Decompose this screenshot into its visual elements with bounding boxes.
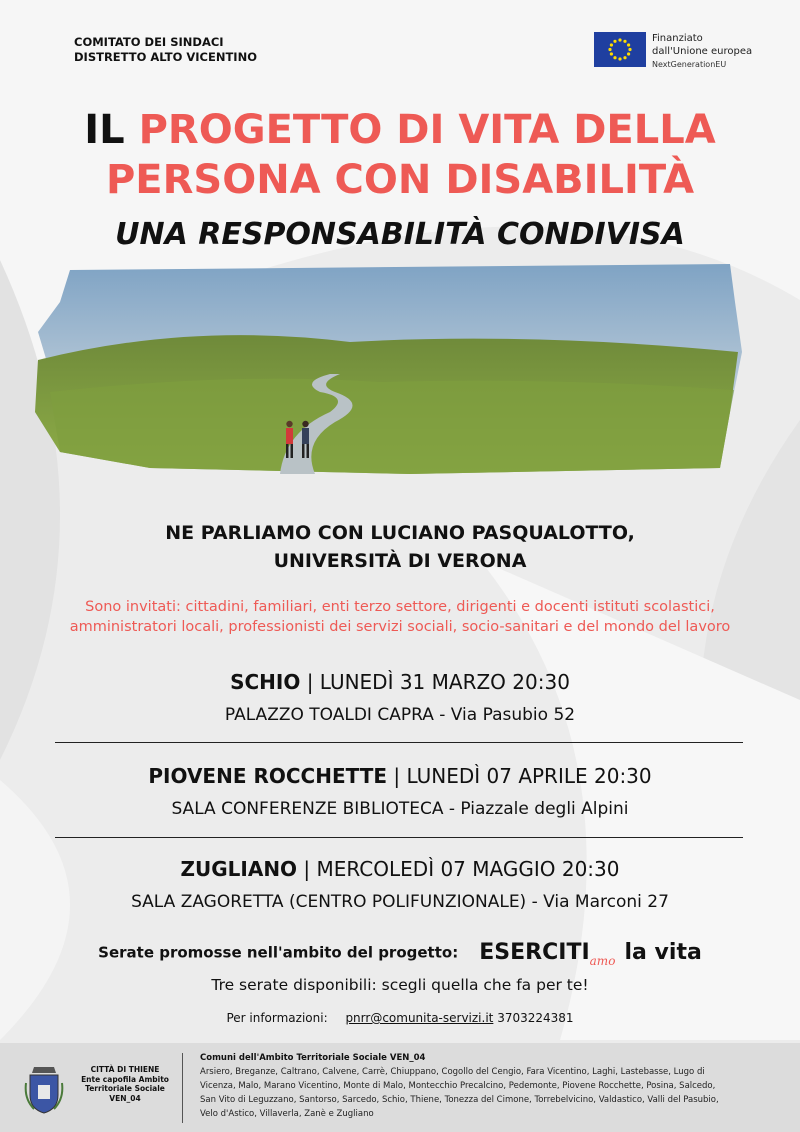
lead-city-role1: Ente capofila Ambito [81,1074,169,1084]
event-piovene-rocchette [0,762,800,822]
event-separator: | [297,857,317,881]
event-venue: SALA ZAGORETTA (CENTRO POLIFUNZIONALE) - Via Marconi 27 [131,892,669,912]
event-zugliano [0,855,800,915]
municipalities-title: Comuni dell'Ambito Territoriale Sociale VEN_04 [200,1053,426,1063]
municipalities-line3: San Vito di Leguzzano, Santorso, Sarcedo, Schio, Thiene, Tonezza del Cimone, Torrebelvicino, Valdastico, Valli del Pasubio, [200,1095,719,1105]
event-city: ZUGLIANO [180,857,298,881]
main-title-line1 [0,107,800,153]
organizer-line2: DISTRETTO ALTO VICENTINO [74,50,257,64]
lead-city-role2: Territoriale Sociale [85,1084,165,1093]
municipalities-line4: Velo d'Astico, Villaverla, Zanè e Zugliano [200,1109,374,1119]
footer [0,1043,800,1132]
contact-info [0,1011,800,1025]
event-divider [55,837,743,838]
project-logo-amo: amo [589,954,616,968]
event-divider [55,742,743,743]
project-promo [0,940,800,968]
event-datetime: LUNEDÌ 31 MARZO 20:30 [319,670,570,694]
invited-audience [0,597,800,637]
speaker-line1: NE PARLIAMO CON LUCIANO PASQUALOTTO, [165,522,635,544]
lead-city-info [74,1065,176,1103]
speaker-announcement [0,519,800,575]
landscape-image [30,262,742,474]
event-datetime: MERCOLEDÌ 07 MAGGIO 20:30 [316,857,620,881]
eu-funding-logo [594,32,752,71]
title-line1-rest: PROGETTO DI VITA DELLA [138,107,716,153]
speaker-line2: UNIVERSITÀ DI VERONA [273,550,527,572]
contact-email-link[interactable]: pnrr@comunita-servizi.it [345,1011,494,1025]
project-logo-part2: la vita [624,940,702,965]
organizer-name [74,35,257,65]
municipalities-line1: Arsiero, Breganze, Caltrano, Calvene, Carrè, Chiuppano, Cogollo del Cengio, Fara Vicentino, Laghi, Lastebasse, Lugo di [200,1067,705,1077]
organizer-line1: COMITATO DEI SINDACI [74,35,224,49]
event-city: SCHIO [230,670,301,694]
event-separator: | [300,670,320,694]
project-logo-part1: ESERCITI [479,940,590,965]
event-separator: | [387,764,407,788]
eu-flag-icon [594,32,646,67]
contact-phone: 3703224381 [497,1011,574,1025]
city-crest-icon [24,1063,64,1115]
lead-city-name: CITTÀ DI THIENE [90,1065,160,1074]
info-label: Per informazioni: [226,1011,328,1025]
eu-text-line1: Finanziato [652,33,703,44]
subtitle: UNA RESPONSABILITÀ CONDIVISA [115,217,685,252]
choose-evening-text: Tre serate disponibili: scegli quella che fa per te! [211,976,589,994]
municipalities-line2: Vicenza, Malo, Marano Vicentino, Monte di Malo, Montecchio Precalcino, Pedemonte, Piovene Rocchette, Posina, Salcedo, [200,1081,716,1091]
eu-text-line2: dall'Unione europea [652,46,753,57]
event-city: PIOVENE ROCCHETTE [148,764,388,788]
event-schio [0,668,800,728]
municipalities-list [200,1065,790,1121]
invited-line2: amministratori locali, professionisti dei servizi sociali, socio-sanitari e del mondo del lavoro [69,619,731,635]
invited-line1: Sono invitati: cittadini, familiari, enti terzo settore, dirigenti e docenti istituti scolastici, [85,599,715,615]
footer-divider [182,1053,183,1123]
title-word-il: IL [84,107,125,153]
event-venue: PALAZZO TOALDI CAPRA - Via Pasubio 52 [224,705,576,725]
main-title-line2: PERSONA CON DISABILITÀ [105,157,695,203]
event-datetime: LUNEDÌ 07 APRILE 20:30 [406,764,652,788]
lead-city-code: VEN_04 [109,1093,141,1103]
event-venue: SALA CONFERENZE BIBLIOTECA - Piazzale degli Alpini [171,799,629,819]
eu-text-line3: NextGenerationEU [652,60,727,69]
promo-label: Serate promosse nell'ambito del progetto: [98,943,459,962]
